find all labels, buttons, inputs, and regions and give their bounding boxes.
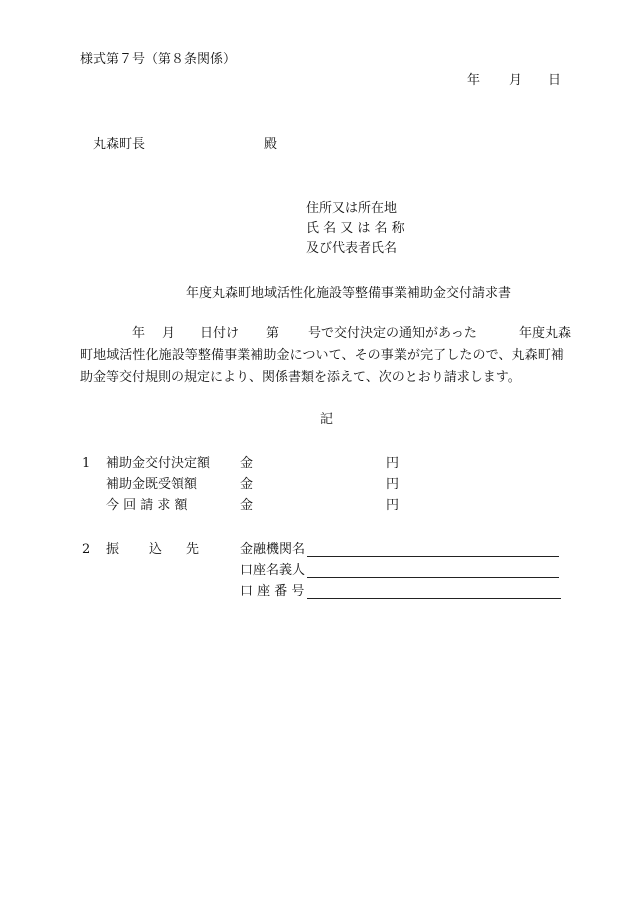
body-no-suffix: 号で交付決定の通知があった bbox=[308, 326, 477, 341]
amount-row-yen: 円 bbox=[386, 456, 400, 471]
body-month: 月 bbox=[162, 326, 176, 341]
transfer-label-char-2: 込 bbox=[149, 542, 163, 557]
section-2-number: 2 bbox=[82, 542, 91, 557]
body-line-2: 町地域活性化施設等整備事業補助金について、その事業が完了したので、丸森町補 bbox=[80, 348, 564, 363]
amount-row-kin: 金 bbox=[240, 477, 254, 492]
date-day: 日 bbox=[548, 73, 562, 88]
recipient-honorific: 殿 bbox=[264, 137, 278, 152]
form-label: 様式第７号（第８条関係） bbox=[80, 52, 237, 67]
transfer-label-char-3: 先 bbox=[186, 542, 200, 557]
body-fiscal: 年度丸森 bbox=[519, 326, 572, 341]
account-holder-label: 口座名義人 bbox=[240, 563, 306, 578]
account-number-line[interactable] bbox=[307, 598, 561, 599]
body-no-prefix: 第 bbox=[266, 326, 280, 341]
ki-heading: 記 bbox=[320, 412, 334, 427]
body-date-suffix: 日付け bbox=[200, 326, 240, 341]
document-title: 年度丸森町地域活性化施設等整備事業補助金交付請求書 bbox=[186, 286, 512, 301]
applicant-name-label: 氏 名 又 は 名 称 bbox=[306, 221, 405, 236]
date-month: 月 bbox=[509, 73, 523, 88]
amount-row-label: 補助金既受領額 bbox=[106, 477, 198, 492]
body-line-3: 助金等交付規則の規定により、関係書類を添えて、次のとおり請求します。 bbox=[80, 370, 521, 385]
date-year: 年 bbox=[467, 73, 481, 88]
section-1-number: 1 bbox=[82, 456, 91, 471]
applicant-representative-label: 及び代表者氏名 bbox=[306, 241, 398, 256]
account-number-label: 口 座 番 号 bbox=[240, 584, 305, 599]
bank-name-line[interactable] bbox=[307, 556, 559, 557]
account-holder-line[interactable] bbox=[307, 577, 559, 578]
applicant-address-label: 住所又は所在地 bbox=[306, 201, 398, 216]
body-year: 年 bbox=[132, 326, 146, 341]
amount-row-yen: 円 bbox=[386, 498, 400, 513]
amount-row-kin: 金 bbox=[240, 456, 254, 471]
recipient-name: 丸森町長 bbox=[93, 137, 146, 152]
amount-row-yen: 円 bbox=[386, 477, 400, 492]
amount-row-label: 今 回 請 求 額 bbox=[106, 498, 188, 513]
bank-name-label: 金融機関名 bbox=[240, 542, 306, 557]
amount-row-label: 補助金交付決定額 bbox=[106, 456, 211, 471]
amount-row-kin: 金 bbox=[240, 498, 254, 513]
transfer-label-char-1: 振 bbox=[106, 542, 120, 557]
